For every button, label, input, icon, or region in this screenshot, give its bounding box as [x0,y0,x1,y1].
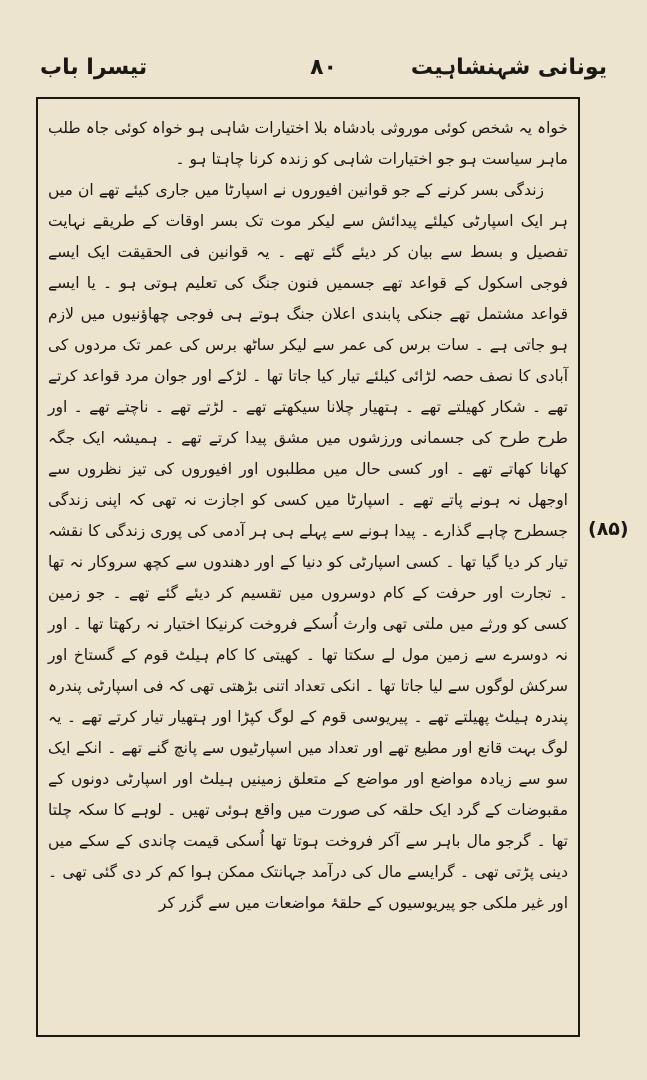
text-frame [36,97,580,1037]
page-header [40,48,607,88]
paragraph: زندگی بسر کرنے کے جو قوانین افیوروں نے اسپارٹا میں جاری کیئے تھے ان میں ہر ایک اسپارٹی کیلئے پیدائش سے لیکر موت تک بسر اوقات کے طریقے نہایت تفصیل و بسط سے بیان کر دیئے گئے تھے ۔ یہ قوانین فی الحقیقت ایک ایسے فوجی اسکول کے قواعد تھے جسمیں فنون جنگ کی تعلیم ہوتی ہو ۔ یا ایسے قواعد مشتمل تھے جنکی پابندی اعلان جنگ ہوتے ہی فوجی چھاؤنیوں میں لازم ہو جاتی ہے ۔ سات برس کی عمر سے لیکر ساٹھ برس کی عمر تک مردوں کی آبادی کا نصف حصہ لڑائی کیلئے تیار کیا جاتا تھا ۔ لڑکے اور جوان مرد قواعد کرتے تھے ۔ شکار کھیلتے تھے ۔ ہتھیار چلانا سیکھتے تھے ۔ لڑتے تھے ۔ ناچتے تھے ۔ اور طرح طرح کی جسمانی ورزشوں میں مشق پیدا کرتے تھے ۔ ہمیشہ ایک جگہ کھانا کھاتے تھے ۔ اور کسی حال میں مطلبوں اور افیوروں کی تیز نظروں سے اوجھل نہ ہونے پاتے تھے ۔ اسپارٹا میں کسی کو اجازت نہ تھی کہ اپنی زندگی جسطرح چاہے گذارے ۔ پیدا ہونے سے پہلے ہی ہر آدمی کی پوری زندگی کا نقشہ تیار کر دیا گیا تھا ۔ کسی اسپارٹی کو دنیا کے اور دھندوں سے کچھ سروکار نہ تھا ۔ تجارت اور حرفت کے کام دوسروں میں تقسیم کر دیئے گئے تھے ۔ جو زمین کسی کو ورثے میں ملتی تھی وارث اُسکے فروخت کرنیکا اختیار نہ رکھتا تھا ۔ اور نہ دوسرے سے زمین مول لے سکتا تھا ۔ کھیتی کا کام ہیلٹ قوم کے گستاخ اور سرکش لوگوں سے لیا جاتا تھا ۔ انکی تعداد اتنی بڑھتی تھی کہ فی اسپارٹی پندرہ پندرہ ہیلٹ پھیلتے تھے ۔ پیریوسی قوم کے لوگ کپڑا اور ہتھیار تیار کرتے تھے ۔ یہ لوگ بہت قانع اور مطیع تھے اور تعداد میں اسپارٹیوں سے پانچ گنے تھے ۔ انکے ایک سو سے زیادہ مواضع اور مواضع کے متعلق زمینیں ہیلٹ اور اسپارٹی دونوں کے مقبوضات کے گرد ایک حلقہ کی صورت میں واقع ہوئی تھیں ۔ لوہے کا سکہ چلتا تھا ۔ گرجو مال باہر سے آکر فروخت ہوتا تھا اُسکی قیمت چاندی کے سکے میں دینی پڑتی تھی ۔ گرایسے مال کی درآمد جہانتک ممکن ہوا کم کر دی گئی تھی ۔ اور غیر ملکی جو پیریوسیوں کے حلقۂ مواضعات میں سے گزر کر [48,181,568,912]
book-title: یونانی شہنشاہیت [410,55,607,80]
chapter-title: تیسرا باب [40,55,148,80]
page-number: ۸۰ [310,55,337,80]
paragraph: خواہ یہ شخص کوئی موروثی بادشاہ بلا اختیارات شاہی ہو خواہ کوئی جاہ طلب ماہر سیاست ہو جو اختیارات شاہی کو زندہ کرنا چاہتا ہو ۔ [48,119,568,168]
margin-note: (۸۵) [588,518,629,540]
body-text [48,113,568,919]
